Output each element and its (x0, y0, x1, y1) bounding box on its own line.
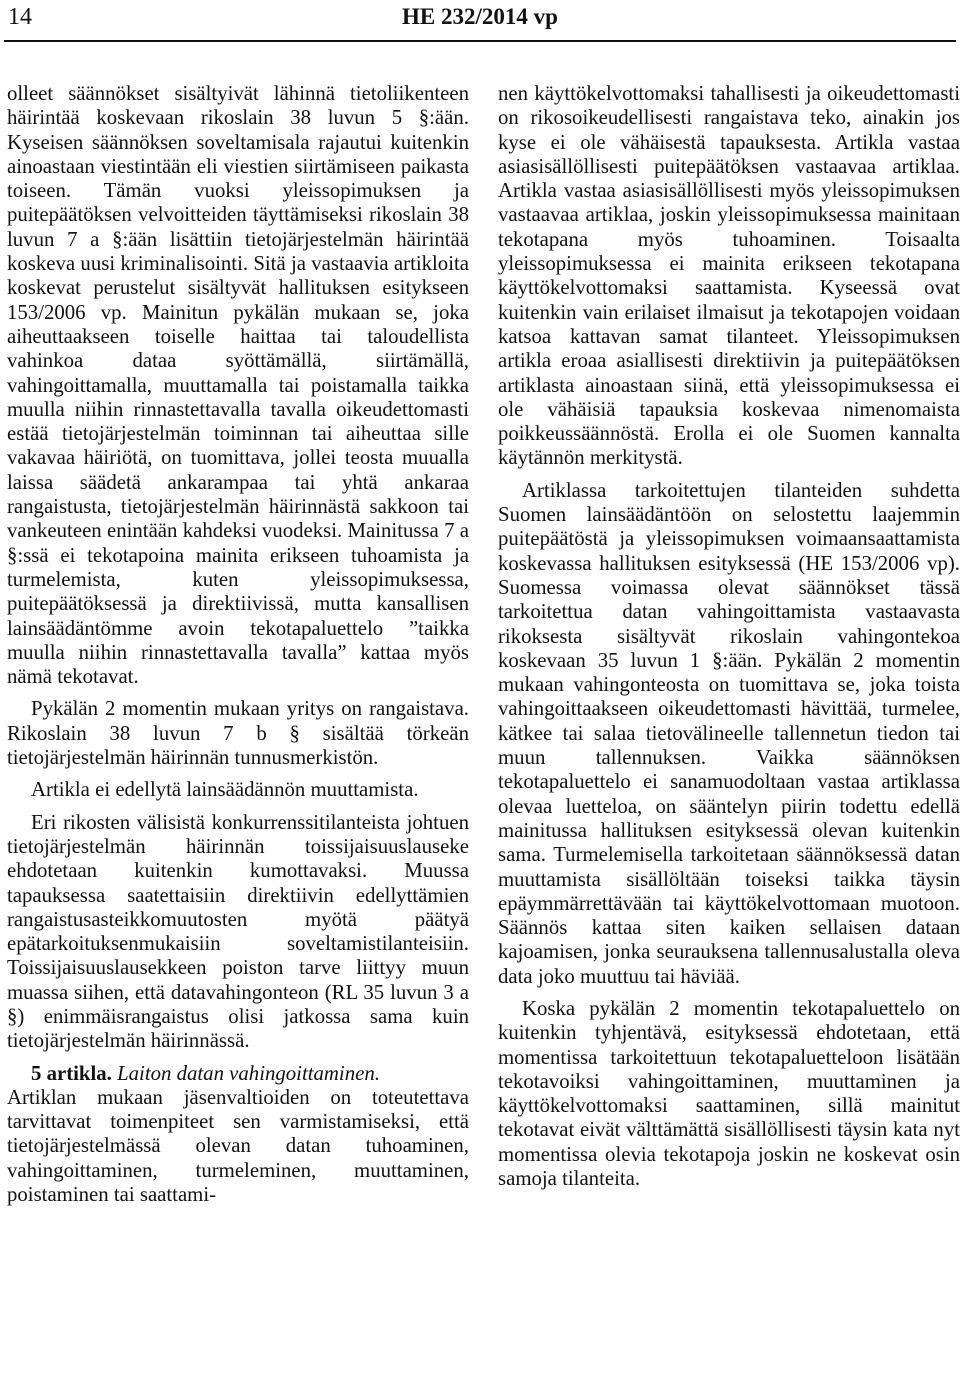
document-id: HE 232/2014 vp (402, 4, 558, 29)
left-column (7, 82, 469, 1207)
paragraph: Artiklassa tarkoitettujen tilanteiden suhdetta Suomen lainsäädäntöön on selostettu laajemmin puitepäätöstä ja yleissopimuksen voimaansaattamista koskevassa hallituksen esityksessä (HE 153/2006 vp). Suomessa voimassa olevat säännökset tässä tarkoitettua datan vahingoittamista vastaavasta rikoksesta sisältyvät rikoslain vahingontekoa koskevaan 35 luvun 1 §:ään. Pykälän 2 momentin mukaan vahingonteosta on tuomittava se, joka toista vahingoittaakseen oikeudettomasti hävittää, turmelee, kätkee tai salaa tietovälineelle tallennetun tiedon tai muun tallennuksen. Vaikka säännöksen tekotapaluettelo ei sanamuodoltaan vastaa artiklassa olevaa luetteloa, on sääntelyn piirin todettu edellä mainitussa hallituksen esityksessä olevan kuitenkin sama. Turmelemisella tarkoitetaan säännöksessä datan muuttamista sisällöltään toiseksi taikka täysin epäymmärrettävään tai käyttökelvottomaan muotoon. Säännös kattaa siten kaiken sellaisen dataan kajoamisen, jonka seurauksena tallennusalustalla oleva data joko muuttuu tai häviää. (498, 478, 960, 988)
paragraph: Eri rikosten välisistä konkurrenssitilanteista johtuen tietojärjestelmän häirinnän toissijaisuuslauseke ehdotetaan kuitenkin kumottavaksi. Muussa tapauksessa saatettaisiin direktiivin edellyttämien rangaistusasteikkomuutosten myötä päätyä epätarkoituksenmukaisiin soveltamistilanteisiin. Toissijaisuuslausekkeen poiston tarve liittyy muun muassa siihen, että datavahingonteon (RL 35 luvun 3 a §) enimmäisrangaistus olisi jatkossa sama kuin tietojärjestelmän häirinnässä. (7, 810, 469, 1053)
right-column (498, 82, 960, 1191)
paragraph: olleet säännökset sisältyivät lähinnä tietoliikenteen häirintää koskevaan rikoslain 38 luvun 5 §:ään. Kyseisen säännöksen soveltamisala rajautui kuitenkin ainoastaan viestintään eli viestien siirtämiseen paikasta toiseen. Tämän vuoksi yleissopimuksen ja puitepäätöksen velvoitteiden täyttämiseksi rikoslain 38 luvun 7 a §:ään lisättiin tietojärjestelmän häirintää koskeva uusi kriminalisointi. Sitä ja vastaavia artikloita koskevat perustelut sisältyvät hallituksen esitykseen 153/2006 vp. Mainitun pykälän mukaan se, joka aiheuttaakseen toiselle haittaa tai taloudellista vahinkoa dataa syöttämällä, siirtämällä, vahingoittamalla, muuttamalla tai poistamalla taikka muulla niihin rinnastettavalla tavalla oikeudettomasti estää tietojärjestelmän toiminnan tai aiheuttaa sille vakavaa häiriötä, on tuomittava, jollei teosta muualla laissa säädetä ankarampaa tai yhtä ankaraa rangaistusta, tietojärjestelmän häirinnästä sakkoon tai vankeuteen enintään kahdeksi vuodeksi. Mainitussa 7 a §:ssä ei tekotapoina mainita erikseen tuhoamista ja turmelemista, kuten yleissopimuksessa, puitepäätöksessä ja direktiivissä, mutta kansallisen lainsäädäntömme avoin tekotapaluettelo ”taikka muulla niihin rinnastettavalla tavalla” kattaa myös nämä tekotavat. (7, 82, 469, 689)
article-heading (7, 1062, 469, 1086)
paragraph: Artikla ei edellytä lainsäädännön muuttamista. (31, 778, 419, 802)
paragraph: Koska pykälän 2 momentin tekotapaluettelo on kuitenkin tyhjentävä, esityksessä ehdotetaan, että momentissa tarkoitettuun tekotapaluetteloon lisätään tekotavoiksi vahingoittaminen, muuttaminen ja käyttökelvottomaksi saattaminen, sillä mainitut tekotavat eivät välttämättä sisällöllisesti täysin kata nyt momentissa olevia tekotapoja joskin ne koskevat osin samoja tilanteita. (498, 996, 960, 1191)
article-number: 5 artikla. (31, 1061, 112, 1085)
paragraph: nen käyttökelvottomaksi tahallisesti ja oikeudettomasti on rikosoikeudellisesti rangaistava teko, ainakin jos kyse ei ole vähäisestä tapauksesta. Artikla vastaa asiasisällöllisesti puitepäätöksen vastaavaa artiklaa. Artikla vastaa asiasisällöllisesti myös yleissopimuksen vastaavaa artiklaa, joskin yleissopimuksessa mainitaan tekotapana myös tuhoaminen. Toisaalta yleissopimuksessa ei mainita erikseen tekotapana käyttökelvottomaksi saattamista. Kyseessä ovat kuitenkin vain erilaiset ilmaisut ja tekotapojen voidaan katsoa kattavan samat tilanteet. Yleissopimuksen artikla eroaa asiallisesti direktiivin ja puitepäätöksen artiklasta ainoastaan siinä, että yleissopimuksessa ei ole vähäisiä tapauksia koskevaa nimenomaista poikkeussäännöstä. Erolla ei ole Suomen kannalta käytännön merkitystä. (498, 82, 960, 470)
paragraph: Artiklan mukaan jäsenvaltioiden on toteutettava tarvittavat toimenpiteet sen varmistamiseksi, että tietojärjestelmässä olevan datan tuhoaminen, vahingoittaminen, turmeleminen, muuttaminen, poistaminen tai saattami- (7, 1085, 469, 1207)
paragraph: Pykälän 2 momentin mukaan yritys on rangaistava. Rikoslain 38 luvun 7 b § sisältää törkeän tietojärjestelmän häirinnän tunnusmerkistön. (7, 697, 469, 770)
article-title: Laiton datan vahingoittaminen. (117, 1061, 380, 1085)
page-number: 14 (8, 4, 32, 30)
header-rule (4, 40, 956, 42)
